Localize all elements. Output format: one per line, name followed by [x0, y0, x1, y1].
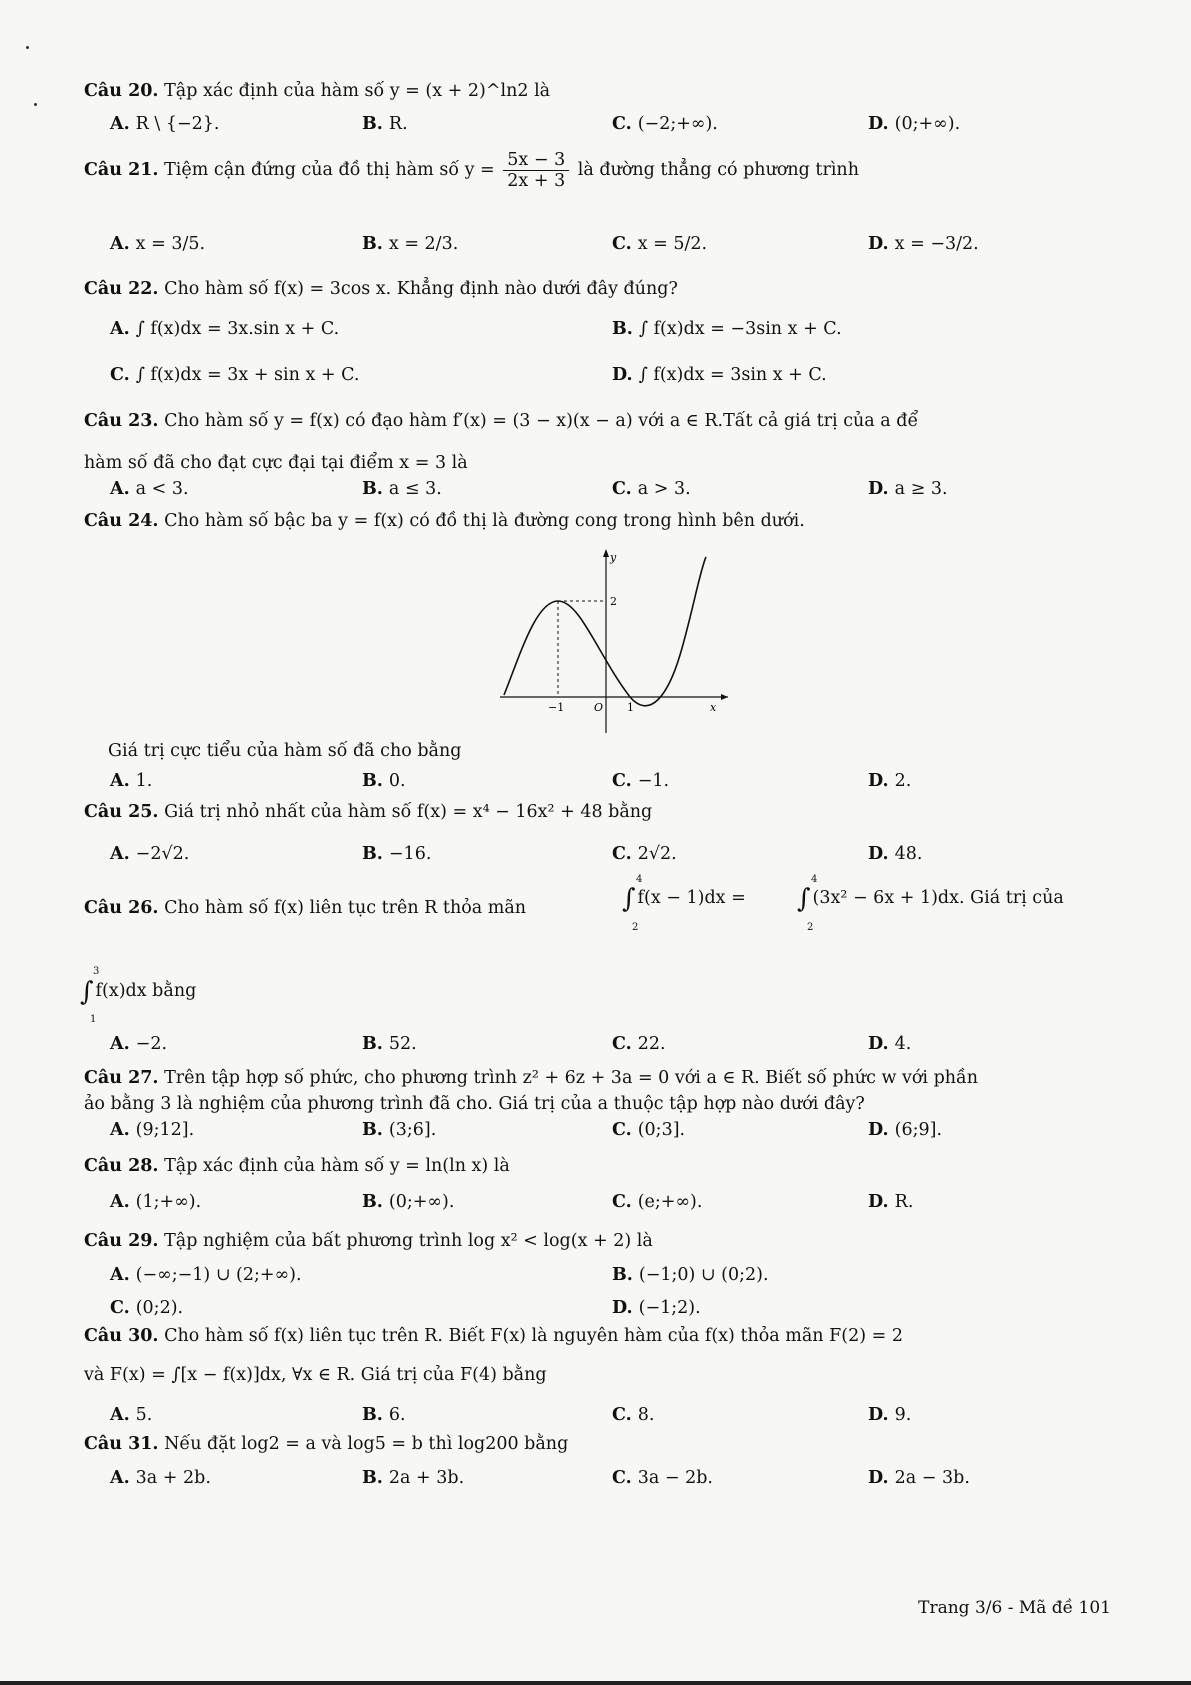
- integral-sign: ∫: [622, 884, 636, 914]
- option-c: 2√2.: [637, 844, 677, 864]
- option-b: 6.: [388, 1405, 406, 1425]
- option-c: a > 3.: [637, 479, 691, 499]
- y-label: y: [610, 551, 617, 564]
- option-b: x = 2/3.: [388, 234, 459, 254]
- tick-2: 2: [610, 595, 617, 608]
- question-24-line2: Giá trị cực tiểu của hàm số đã cho bằng: [108, 741, 462, 761]
- integral-3: ∫ f(x)dx bằng: [80, 977, 197, 1007]
- scan-speck: [34, 103, 37, 106]
- option-d: (6;9].: [894, 1120, 943, 1140]
- option-a: −2.: [135, 1034, 168, 1054]
- int3-lower: 1: [90, 1014, 97, 1025]
- option-a: ∫ f(x)dx = 3x.sin x + C.: [135, 319, 340, 339]
- question-20: [84, 80, 550, 102]
- origin-label: O: [594, 701, 604, 714]
- exam-page: Câu 20. Tập xác định của hàm số y = (x + 2)^ln2 là A. R \ {−2}. B. R. C. (−2;+∞). D. (0;+∞). Câu 21. Tiệm cận đứng của đồ thị hàm số y = $\frac{5x - 3}{2x + 3}$ là đường thẳng có phương trình A. x = 3/5. B. x = 2/3. C. x = 5/2. D. x = −3/2. Câu 22. Cho hàm số f(x) = 3cos x. Khẳng định nào dưới đây đúng? A. ∫ f(x)dx = 3x.sin x + C. B. ∫ f(x)dx = −3sin x + C. C. ∫ f(x)dx = 3x + sin x + C. D. ∫ f(x)dx = 3sin x + C. Câu 23. Cho hàm số y = f(x) có đạo hàm f′(x) = (3 − x)(x − a) với a ∈ R.Tất cả giá trị của a để hàm số đã cho đạt cực đại tại điểm x = 3 là A. a < 3. B. a ≤ 3. C. a > 3. D. a ≥ 3. Câu 24. Cho hàm số bậc ba y = f(x) có đồ thị là đường cong trong hình bên dưới. y x −1 O 1 2 Giá trị cực tiểu của hàm số đã cho bằng A. 1. B. 0. C. −1. D. 2. Câu 25. Giá trị nhỏ nhất của hàm số f(x) = x⁴ − 16x² + 48 bằng A. −2√2. B. −16. C. 2√2. D. 48. Câu 26. Cho hàm số f(x) liên tục trên R thỏa mãn ∫ f(x − 1)dx = 4 2 ∫ (3x² − 6x + 1)dx. Giá trị của 4 2 ∫ f(x)dx bằng 3 1 A. −2. B. 52. C. 22. D. 4. Câu 27. Trên tập hợp số phức, cho phương trình z² + 6z + 3a = 0 với a ∈ R. Biết số phức w với phần ảo bằng 3 là nghiệm của phương trình đã cho. Giá trị của a thuộc tập hợp nào dưới đây? A. (9;12]. B. (3;6]. C. (0;3]. D. (6;9]. Câu 28. Tập xác định của hàm số y = ln(ln x) là A. (1;+∞). B. (0;+∞). C. (e;+∞). D. R. Câu 29. Tập nghiệm của bất phương trình log x² < log(x + 2) là A. (−∞;−1) ∪ (2;+∞). B. (−1;0) ∪ (0;2). C. (0;2). D. (−1;2). Câu 30. Cho hàm số f(x) liên tục trên R. Biết F(x) là nguyên hàm của f(x) thỏa mãn F(2) = 2 và F(x) = ∫[x − f(x)]dx, ∀x ∈ R. Giá trị của F(4) bằng A. 5. B. 6. C. 8. D. 9. Câu 31. Nếu đặt log2 = a và log5 = b thì log200 bằng A. 3a + 2b. B. 2a + 3b. C. 3a − 2b. D. 2a − 3b. Trang 3/6 - Mã đề 101: [0, 0, 1191, 1685]
- option-b: ∫ f(x)dx = −3sin x + C.: [638, 319, 842, 339]
- option-d: 2a − 3b.: [894, 1468, 970, 1488]
- option-d: 4.: [894, 1034, 912, 1054]
- question-27-line2: ảo bằng 3 là nghiệm của phương trình đã cho. Giá trị của a thuộc tập hợp nào dưới đây?: [84, 1094, 865, 1114]
- y-axis-arrow: [603, 549, 609, 557]
- bottom-edge: [0, 1681, 1191, 1685]
- question-30-line2: và F(x) = ∫[x − f(x)]dx, ∀x ∈ R. Giá trị của F(4) bằng: [84, 1365, 547, 1385]
- question-30: Câu 30. Cho hàm số f(x) liên tục trên R. Biết F(x) là nguyên hàm của f(x) thỏa mãn F(2) = 2: [84, 1326, 903, 1346]
- option-a: (9;12].: [135, 1120, 195, 1140]
- option-a: 5.: [135, 1405, 153, 1425]
- int3-upper: 3: [93, 966, 100, 977]
- option-a: 1.: [135, 771, 153, 791]
- option-c: x = 5/2.: [637, 234, 708, 254]
- int2-lower: 2: [807, 922, 814, 933]
- option-a: 3a + 2b.: [135, 1468, 211, 1488]
- tick-neg1: −1: [548, 701, 565, 714]
- question-23-line2: hàm số đã cho đạt cực đại tại điểm x = 3 là: [84, 453, 468, 473]
- question-stem: Tập xác định của hàm số y = (x + 2)^ln2 là: [164, 81, 551, 101]
- option-a: x = 3/5.: [135, 234, 206, 254]
- option-a: (1;+∞).: [135, 1192, 202, 1212]
- integral-2: ∫ (3x² − 6x + 1)dx. Giá trị của: [797, 884, 1064, 914]
- option-d: 9.: [894, 1405, 912, 1425]
- question-label: Câu 20.: [84, 81, 159, 101]
- option-d: ∫ f(x)dx = 3sin x + C.: [638, 365, 827, 385]
- question-25: Câu 25. Giá trị nhỏ nhất của hàm số f(x) = x⁴ − 16x² + 48 bằng: [84, 802, 653, 822]
- option-c: ∫ f(x)dx = 3x + sin x + C.: [135, 365, 360, 385]
- tick-1: 1: [627, 701, 634, 714]
- question-23: Câu 23. Cho hàm số y = f(x) có đạo hàm f′(x) = (3 − x)(x − a) với a ∈ R.Tất cả giá trị của a để: [84, 411, 919, 431]
- option-b: 52.: [388, 1034, 417, 1054]
- scan-speck: [26, 46, 29, 49]
- option-c: 3a − 2b.: [637, 1468, 713, 1488]
- option-d: x = −3/2.: [894, 234, 979, 254]
- option-b: 2a + 3b.: [388, 1468, 465, 1488]
- option-d: a ≥ 3.: [894, 479, 948, 499]
- fraction: $\frac{5x - 3}{2x + 3}$: [503, 150, 569, 191]
- option-d: 2.: [894, 771, 912, 791]
- option-d: R.: [894, 1192, 914, 1212]
- int1-upper: 4: [636, 874, 643, 885]
- option-c: −1.: [637, 771, 670, 791]
- cubic-graph: [500, 545, 730, 735]
- question-21: Câu 21. Tiệm cận đứng của đồ thị hàm số y = $\frac{5x - 3}{2x + 3}$ là đường thẳng có phương trình: [84, 150, 859, 191]
- question-26: Câu 26. Cho hàm số f(x) liên tục trên R thỏa mãn: [84, 898, 527, 918]
- cubic-curve: [504, 557, 706, 706]
- option-d: (0;+∞).: [894, 114, 961, 134]
- option-a: −2√2.: [135, 844, 190, 864]
- question-27: Câu 27. Trên tập hợp số phức, cho phương trình z² + 6z + 3a = 0 với a ∈ R. Biết số phức w với phần: [84, 1068, 979, 1088]
- option-b: a ≤ 3.: [388, 479, 442, 499]
- integral-sign: ∫: [797, 884, 811, 914]
- option-c: (0;2).: [135, 1298, 184, 1318]
- x-axis-arrow: [721, 694, 728, 700]
- option-c: (0;3].: [637, 1120, 686, 1140]
- option-b: (3;6].: [388, 1120, 437, 1140]
- integral-1: ∫ f(x − 1)dx =: [622, 884, 746, 914]
- page-footer: Trang 3/6 - Mã đề 101: [918, 1598, 1111, 1618]
- question-stem: Tiệm cận đứng của đồ thị hàm số y =: [164, 160, 495, 180]
- option-c: 22.: [637, 1034, 666, 1054]
- question-29: Câu 29. Tập nghiệm của bất phương trình log x² < log(x + 2) là: [84, 1231, 653, 1251]
- question-31: Câu 31. Nếu đặt log2 = a và log5 = b thì log200 bằng: [84, 1434, 569, 1454]
- option-b: (0;+∞).: [388, 1192, 455, 1212]
- option-b: 0.: [388, 771, 406, 791]
- int1-lower: 2: [632, 922, 639, 933]
- option-a: (−∞;−1) ∪ (2;+∞).: [135, 1265, 302, 1285]
- integral-sign: ∫: [80, 977, 94, 1007]
- question-24: Câu 24. Cho hàm số bậc ba y = f(x) có đồ thị là đường cong trong hình bên dưới.: [84, 511, 805, 531]
- option-b: R.: [388, 114, 408, 134]
- question-28: Câu 28. Tập xác định của hàm số y = ln(ln x) là: [84, 1156, 510, 1176]
- option-a: R \ {−2}.: [135, 114, 220, 134]
- option-b: (−1;0) ∪ (0;2).: [638, 1265, 769, 1285]
- int2-upper: 4: [811, 874, 818, 885]
- option-a: a < 3.: [135, 479, 189, 499]
- option-b: −16.: [388, 844, 432, 864]
- option-c: 8.: [637, 1405, 655, 1425]
- option-d: (−1;2).: [638, 1298, 701, 1318]
- question-22: Câu 22. Cho hàm số f(x) = 3cos x. Khẳng định nào dưới đây đúng?: [84, 279, 678, 299]
- option-c: (−2;+∞).: [637, 114, 718, 134]
- option-d: 48.: [894, 844, 923, 864]
- x-label: x: [710, 701, 717, 714]
- option-c: (e;+∞).: [637, 1192, 703, 1212]
